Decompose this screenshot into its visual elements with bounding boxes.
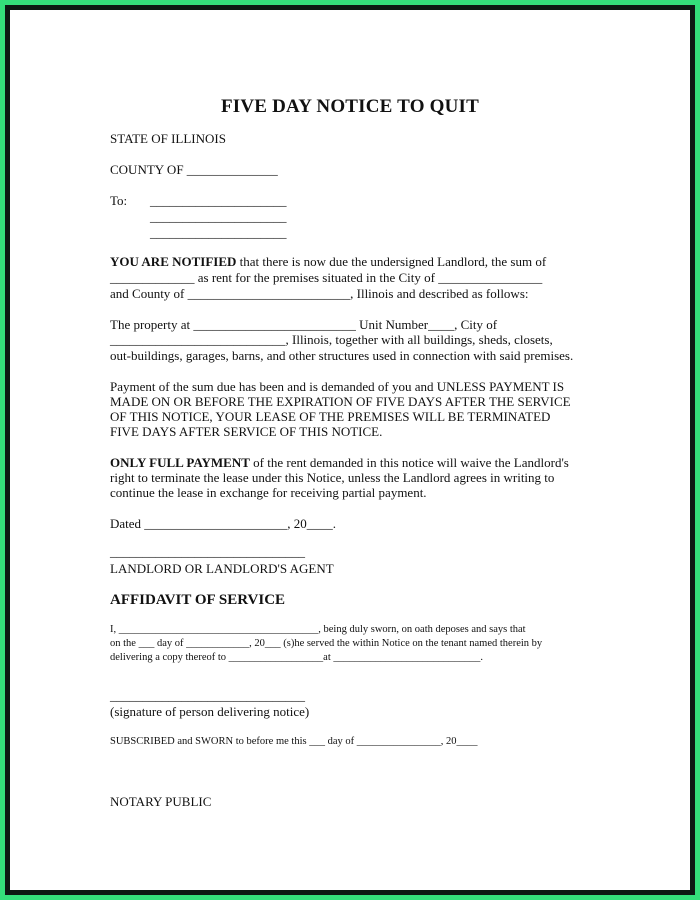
document-page [10,10,690,890]
full-payment-rest-text: of the rent demanded in this notice will waive the Landlord's [249,455,569,470]
property-paragraph-line-3: out-buildings, garages, barns, and other structures used in connection with said premises. [110,348,574,363]
affidavit-heading: AFFIDAVIT OF SERVICE [110,592,286,608]
payment-paragraph-line-2: MADE ON OR BEFORE THE EXPIRATION OF FIVE DAYS AFTER THE SERVICE [110,394,571,409]
dated-field: Dated ______________________, 20____. [110,516,337,531]
notary-public-label: NOTARY PUBLIC [110,794,212,809]
payment-paragraph-line-4: FIVE DAYS AFTER SERVICE OF THIS NOTICE. [110,424,383,439]
to-address-line-1: _____________________ [150,193,287,208]
server-signature-blank: ______________________________ [110,688,305,703]
to-address-line-2: _____________________ [150,209,287,224]
document-title: FIVE DAY NOTICE TO QUIT [220,96,479,117]
landlord-signature-blank: ______________________________ [110,544,305,559]
full-payment-paragraph-line-2: right to terminate the lease under this Notice, unless the Landlord agrees in writing to [110,470,555,485]
notified-bold-text: YOU ARE NOTIFIED [110,254,237,269]
property-paragraph-line-1: The property at _________________________ Unit Number____, City of [110,317,498,332]
county-field: COUNTY OF ______________ [110,162,278,177]
state-label: STATE OF ILLINOIS [110,131,226,146]
affidavit-line-1: I, ______________________________________, being duly sworn, on oath deposes and says that [110,624,526,635]
full-payment-paragraph-line-3: continue the lease in exchange for receiving partial payment. [110,485,427,500]
notified-paragraph-line-3: and County of _________________________, Illinois and described as follows: [110,286,529,301]
subscribed-sworn-line: SUBSCRIBED and SWORN to before me this ___ day of ________________, 20____ [110,736,478,747]
to-label: To: [110,193,128,208]
server-signature-label: (signature of person delivering notice) [110,704,310,719]
to-address-line-3: _____________________ [150,225,287,240]
landlord-signature-label: LANDLORD OR LANDLORD'S AGENT [110,561,334,576]
affidavit-line-3: delivering a copy thereof to __________________at ____________________________. [110,652,483,663]
affidavit-line-2: on the ___ day of ____________, 20___ (s)he served the within Notice on the tenant named therein by [110,638,543,649]
full-payment-paragraph-line-1 [110,455,569,471]
payment-paragraph-line-3: OF THIS NOTICE, YOUR LEASE OF THE PREMISES WILL BE TERMINATED [110,409,551,424]
notified-paragraph-line-1 [110,254,546,270]
notified-rest-text: that there is now due the undersigned Landlord, the sum of [236,254,547,269]
notified-paragraph-line-2: _____________ as rent for the premises situated in the City of ________________ [110,270,543,285]
property-paragraph-line-2: ___________________________, Illinois, together with all buildings, sheds, closets, [110,332,553,347]
payment-paragraph-line-1: Payment of the sum due has been and is demanded of you and UNLESS PAYMENT IS [110,379,565,394]
full-payment-bold-text: ONLY FULL PAYMENT [110,455,250,470]
